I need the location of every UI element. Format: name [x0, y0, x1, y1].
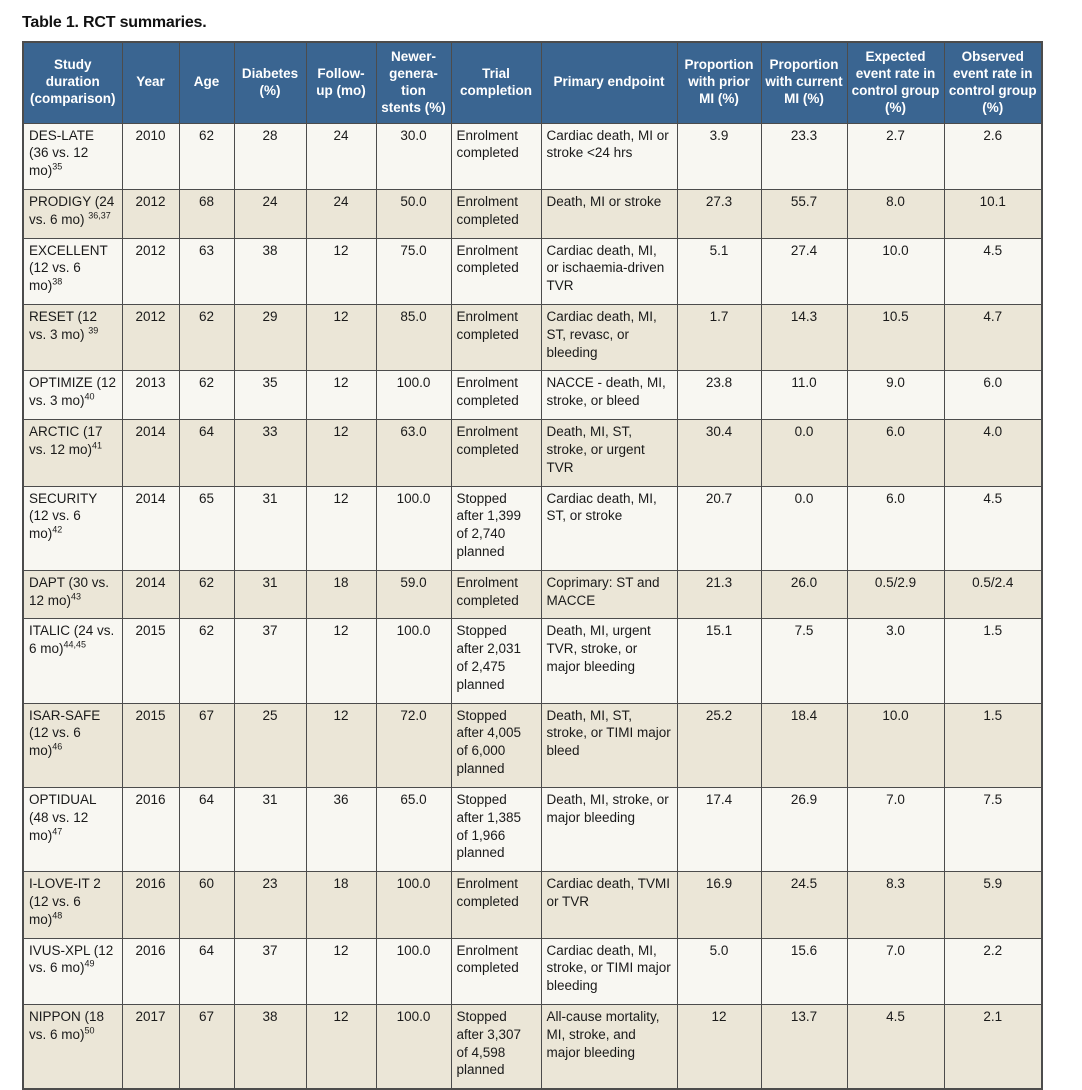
reference-superscript: 38 [52, 276, 63, 287]
cell-expected: 8.0 [847, 189, 944, 238]
cell-observed: 4.5 [944, 486, 1042, 570]
cell-study: ITALIC (24 vs. 6 mo)$^{44,45}$ [23, 619, 122, 703]
cell-prior_mi: 21.3 [677, 570, 761, 619]
reference-superscript: 35 [52, 161, 63, 172]
cell-stents: 100.0 [376, 619, 451, 703]
cell-completion: Enrolment completed [451, 238, 541, 304]
cell-year: 2016 [122, 938, 179, 1004]
cell-completion: Enrolment completed [451, 938, 541, 1004]
cell-prior_mi: 20.7 [677, 486, 761, 570]
cell-expected: 8.3 [847, 872, 944, 938]
cell-diabetes: 31 [234, 486, 306, 570]
cell-age: 65 [179, 486, 234, 570]
cell-followup: 12 [306, 420, 376, 486]
cell-age: 62 [179, 570, 234, 619]
cell-endpoint: All-cause mortality, MI, stroke, and major bleeding [541, 1005, 677, 1090]
table-title: Table 1. RCT summaries. [22, 14, 207, 31]
reference-superscript: 47 [52, 826, 63, 836]
cell-prior_mi: 27.3 [677, 189, 761, 238]
column-header-year: Year [122, 42, 179, 123]
column-header-followup: Follow-up (mo) [306, 42, 376, 123]
cell-completion: Enrolment completed [451, 872, 541, 938]
table-row [23, 123, 1042, 189]
cell-completion: Stopped after 3,307 of 4,598 planned [451, 1005, 541, 1090]
cell-diabetes: 31 [234, 787, 306, 871]
cell-age: 62 [179, 123, 234, 189]
cell-prior_mi: 5.1 [677, 238, 761, 304]
cell-followup: 12 [306, 703, 376, 787]
cell-expected: 0.5/2.9 [847, 570, 944, 619]
cell-current_mi: 0.0 [761, 486, 847, 570]
cell-followup: 12 [306, 1005, 376, 1090]
cell-study: ARCTIC (17 vs. 12 mo)$^{41}$ [23, 420, 122, 486]
cell-prior_mi: 30.4 [677, 420, 761, 486]
cell-completion: Enrolment completed [451, 123, 541, 189]
table-header [23, 42, 1042, 123]
cell-followup: 12 [306, 938, 376, 1004]
cell-observed: 4.0 [944, 420, 1042, 486]
cell-diabetes: 37 [234, 619, 306, 703]
cell-expected: 2.7 [847, 123, 944, 189]
reference-superscript: 49 [84, 958, 95, 969]
column-header-prior_mi: Proportion with prior MI (%) [677, 42, 761, 123]
cell-observed: 2.2 [944, 938, 1042, 1004]
cell-followup: 12 [306, 305, 376, 371]
cell-endpoint: Cardiac death, MI or stroke <24 hrs [541, 123, 677, 189]
cell-stents: 100.0 [376, 371, 451, 420]
table-row [23, 570, 1042, 619]
cell-age: 62 [179, 305, 234, 371]
reference-superscript: 36,37 [88, 210, 111, 221]
header-row [23, 42, 1042, 123]
column-header-observed: Observed event rate in control group (%) [944, 42, 1042, 123]
cell-year: 2014 [122, 486, 179, 570]
cell-study: DAPT (30 vs. 12 mo)$^{43}$ [23, 570, 122, 619]
cell-expected: 4.5 [847, 1005, 944, 1090]
cell-current_mi: 26.0 [761, 570, 847, 619]
table-row [23, 619, 1042, 703]
cell-followup: 12 [306, 619, 376, 703]
cell-diabetes: 28 [234, 123, 306, 189]
cell-completion: Enrolment completed [451, 189, 541, 238]
cell-current_mi: 15.6 [761, 938, 847, 1004]
cell-prior_mi: 25.2 [677, 703, 761, 787]
cell-expected: 6.0 [847, 420, 944, 486]
cell-age: 62 [179, 371, 234, 420]
cell-completion: Enrolment completed [451, 570, 541, 619]
cell-endpoint: Death, MI, ST, stroke, or urgent TVR [541, 420, 677, 486]
cell-observed: 2.1 [944, 1005, 1042, 1090]
cell-diabetes: 33 [234, 420, 306, 486]
rct-summary-table [22, 41, 1043, 1090]
cell-stents: 100.0 [376, 872, 451, 938]
cell-prior_mi: 23.8 [677, 371, 761, 420]
cell-followup: 12 [306, 486, 376, 570]
column-header-expected: Expected event rate in control group (%) [847, 42, 944, 123]
cell-completion: Enrolment completed [451, 420, 541, 486]
cell-endpoint: NACCE - death, MI, stroke, or bleed [541, 371, 677, 420]
cell-endpoint: Death, MI, ST, stroke, or TIMI major bleed [541, 703, 677, 787]
cell-age: 62 [179, 619, 234, 703]
cell-prior_mi: 12 [677, 1005, 761, 1090]
cell-stents: 85.0 [376, 305, 451, 371]
cell-endpoint: Death, MI or stroke [541, 189, 677, 238]
cell-year: 2013 [122, 371, 179, 420]
cell-followup: 12 [306, 371, 376, 420]
cell-year: 2012 [122, 189, 179, 238]
table-row [23, 371, 1042, 420]
cell-study: IVUS-XPL (12 vs. 6 mo)$^{49}$ [23, 938, 122, 1004]
cell-prior_mi: 1.7 [677, 305, 761, 371]
cell-endpoint: Death, MI, stroke, or major bleeding [541, 787, 677, 871]
cell-stents: 50.0 [376, 189, 451, 238]
reference-superscript: 44,45 [63, 639, 87, 650]
column-header-endpoint: Primary endpoint [541, 42, 677, 123]
cell-stents: 100.0 [376, 486, 451, 570]
cell-diabetes: 24 [234, 189, 306, 238]
cell-followup: 36 [306, 787, 376, 871]
cell-diabetes: 25 [234, 703, 306, 787]
cell-age: 63 [179, 238, 234, 304]
cell-current_mi: 7.5 [761, 619, 847, 703]
table-row [23, 486, 1042, 570]
cell-age: 64 [179, 420, 234, 486]
cell-current_mi: 11.0 [761, 371, 847, 420]
cell-study: OPTIDUAL (48 vs. 12 mo)$^{47}$ [23, 787, 122, 871]
cell-current_mi: 23.3 [761, 123, 847, 189]
cell-observed: 4.5 [944, 238, 1042, 304]
cell-year: 2015 [122, 619, 179, 703]
cell-age: 64 [179, 938, 234, 1004]
cell-diabetes: 31 [234, 570, 306, 619]
table-row [23, 787, 1042, 871]
reference-superscript: 43 [71, 591, 82, 602]
cell-stents: 63.0 [376, 420, 451, 486]
cell-stents: 72.0 [376, 703, 451, 787]
cell-endpoint: Coprimary: ST and MACCE [541, 570, 677, 619]
cell-diabetes: 23 [234, 872, 306, 938]
cell-endpoint: Death, MI, urgent TVR, stroke, or major bleeding [541, 619, 677, 703]
cell-current_mi: 55.7 [761, 189, 847, 238]
table-row [23, 1005, 1042, 1090]
cell-endpoint: Cardiac death, MI, ST, revasc, or bleeding [541, 305, 677, 371]
cell-observed: 10.1 [944, 189, 1042, 238]
cell-study: NIPPON (18 vs. 6 mo)$^{50}$ [23, 1005, 122, 1090]
cell-current_mi: 27.4 [761, 238, 847, 304]
cell-expected: 7.0 [847, 787, 944, 871]
cell-year: 2010 [122, 123, 179, 189]
cell-study: DES-LATE (36 vs. 12 mo)$^{35}$ [23, 123, 122, 189]
cell-age: 68 [179, 189, 234, 238]
cell-current_mi: 0.0 [761, 420, 847, 486]
cell-diabetes: 38 [234, 1005, 306, 1090]
cell-study: RESET (12 vs. 3 mo) $^{39}$ [23, 305, 122, 371]
cell-followup: 18 [306, 570, 376, 619]
cell-year: 2016 [122, 787, 179, 871]
cell-current_mi: 24.5 [761, 872, 847, 938]
cell-observed: 5.9 [944, 872, 1042, 938]
cell-year: 2012 [122, 238, 179, 304]
reference-superscript: 41 [92, 440, 103, 451]
cell-followup: 12 [306, 238, 376, 304]
column-header-stents: Newer-generation stents (%) [376, 42, 451, 123]
cell-stents: 100.0 [376, 1005, 451, 1090]
cell-observed: 7.5 [944, 787, 1042, 871]
cell-expected: 9.0 [847, 371, 944, 420]
cell-completion: Stopped after 1,385 of 1,966 planned [451, 787, 541, 871]
cell-diabetes: 29 [234, 305, 306, 371]
cell-expected: 10.0 [847, 238, 944, 304]
column-header-diabetes: Diabetes (%) [234, 42, 306, 123]
cell-completion: Enrolment completed [451, 305, 541, 371]
cell-age: 60 [179, 872, 234, 938]
cell-followup: 24 [306, 189, 376, 238]
cell-followup: 18 [306, 872, 376, 938]
cell-study: EXCELLENT (12 vs. 6 mo)$^{38}$ [23, 238, 122, 304]
table-row [23, 872, 1042, 938]
cell-completion: Stopped after 4,005 of 6,000 planned [451, 703, 541, 787]
cell-year: 2014 [122, 570, 179, 619]
cell-observed: 0.5/2.4 [944, 570, 1042, 619]
cell-study: PRODIGY (24 vs. 6 mo) $^{36,37}$ [23, 189, 122, 238]
table-row [23, 420, 1042, 486]
cell-study: OPTIMIZE (12 vs. 3 mo)$^{40}$ [23, 371, 122, 420]
table-row [23, 189, 1042, 238]
cell-current_mi: 13.7 [761, 1005, 847, 1090]
table-row [23, 238, 1042, 304]
reference-superscript: 39 [88, 325, 99, 336]
cell-expected: 10.5 [847, 305, 944, 371]
cell-observed: 6.0 [944, 371, 1042, 420]
cell-current_mi: 18.4 [761, 703, 847, 787]
cell-stents: 30.0 [376, 123, 451, 189]
cell-age: 64 [179, 787, 234, 871]
cell-year: 2014 [122, 420, 179, 486]
cell-year: 2012 [122, 305, 179, 371]
cell-expected: 10.0 [847, 703, 944, 787]
table-row [23, 703, 1042, 787]
cell-age: 67 [179, 1005, 234, 1090]
cell-prior_mi: 3.9 [677, 123, 761, 189]
cell-expected: 7.0 [847, 938, 944, 1004]
cell-expected: 3.0 [847, 619, 944, 703]
cell-observed: 2.6 [944, 123, 1042, 189]
cell-observed: 1.5 [944, 703, 1042, 787]
reference-superscript: 48 [52, 910, 63, 921]
cell-current_mi: 14.3 [761, 305, 847, 371]
cell-prior_mi: 17.4 [677, 787, 761, 871]
cell-stents: 75.0 [376, 238, 451, 304]
table-row [23, 938, 1042, 1004]
cell-current_mi: 26.9 [761, 787, 847, 871]
cell-year: 2015 [122, 703, 179, 787]
cell-followup: 24 [306, 123, 376, 189]
column-header-completion: Trial completion [451, 42, 541, 123]
cell-diabetes: 38 [234, 238, 306, 304]
reference-superscript: 42 [52, 524, 63, 535]
cell-year: 2017 [122, 1005, 179, 1090]
reference-superscript: 46 [52, 741, 63, 752]
cell-prior_mi: 5.0 [677, 938, 761, 1004]
table-body [23, 123, 1042, 1089]
cell-expected: 6.0 [847, 486, 944, 570]
cell-stents: 100.0 [376, 938, 451, 1004]
cell-completion: Stopped after 1,399 of 2,740 planned [451, 486, 541, 570]
cell-age: 67 [179, 703, 234, 787]
column-header-study: Study duration (comparison) [23, 42, 122, 123]
cell-observed: 4.7 [944, 305, 1042, 371]
table-row [23, 305, 1042, 371]
column-header-age: Age [179, 42, 234, 123]
cell-observed: 1.5 [944, 619, 1042, 703]
cell-prior_mi: 16.9 [677, 872, 761, 938]
cell-study: I-LOVE-IT 2 (12 vs. 6 mo)$^{48}$ [23, 872, 122, 938]
cell-endpoint: Cardiac death, MI, ST, or stroke [541, 486, 677, 570]
cell-diabetes: 35 [234, 371, 306, 420]
cell-year: 2016 [122, 872, 179, 938]
cell-stents: 59.0 [376, 570, 451, 619]
cell-endpoint: Cardiac death, MI, stroke, or TIMI major bleeding [541, 938, 677, 1004]
reference-superscript: 40 [84, 391, 95, 402]
cell-prior_mi: 15.1 [677, 619, 761, 703]
cell-diabetes: 37 [234, 938, 306, 1004]
cell-stents: 65.0 [376, 787, 451, 871]
cell-endpoint: Cardiac death, MI, or ischaemia-driven TVR [541, 238, 677, 304]
cell-study: ISAR-SAFE (12 vs. 6 mo)$^{46}$ [23, 703, 122, 787]
cell-endpoint: Cardiac death, TVMI or TVR [541, 872, 677, 938]
reference-superscript: 50 [84, 1025, 95, 1036]
cell-completion: Stopped after 2,031 of 2,475 planned [451, 619, 541, 703]
column-header-current_mi: Proportion with current MI (%) [761, 42, 847, 123]
cell-study: SECURITY (12 vs. 6 mo)$^{42}$ [23, 486, 122, 570]
cell-completion: Enrolment completed [451, 371, 541, 420]
